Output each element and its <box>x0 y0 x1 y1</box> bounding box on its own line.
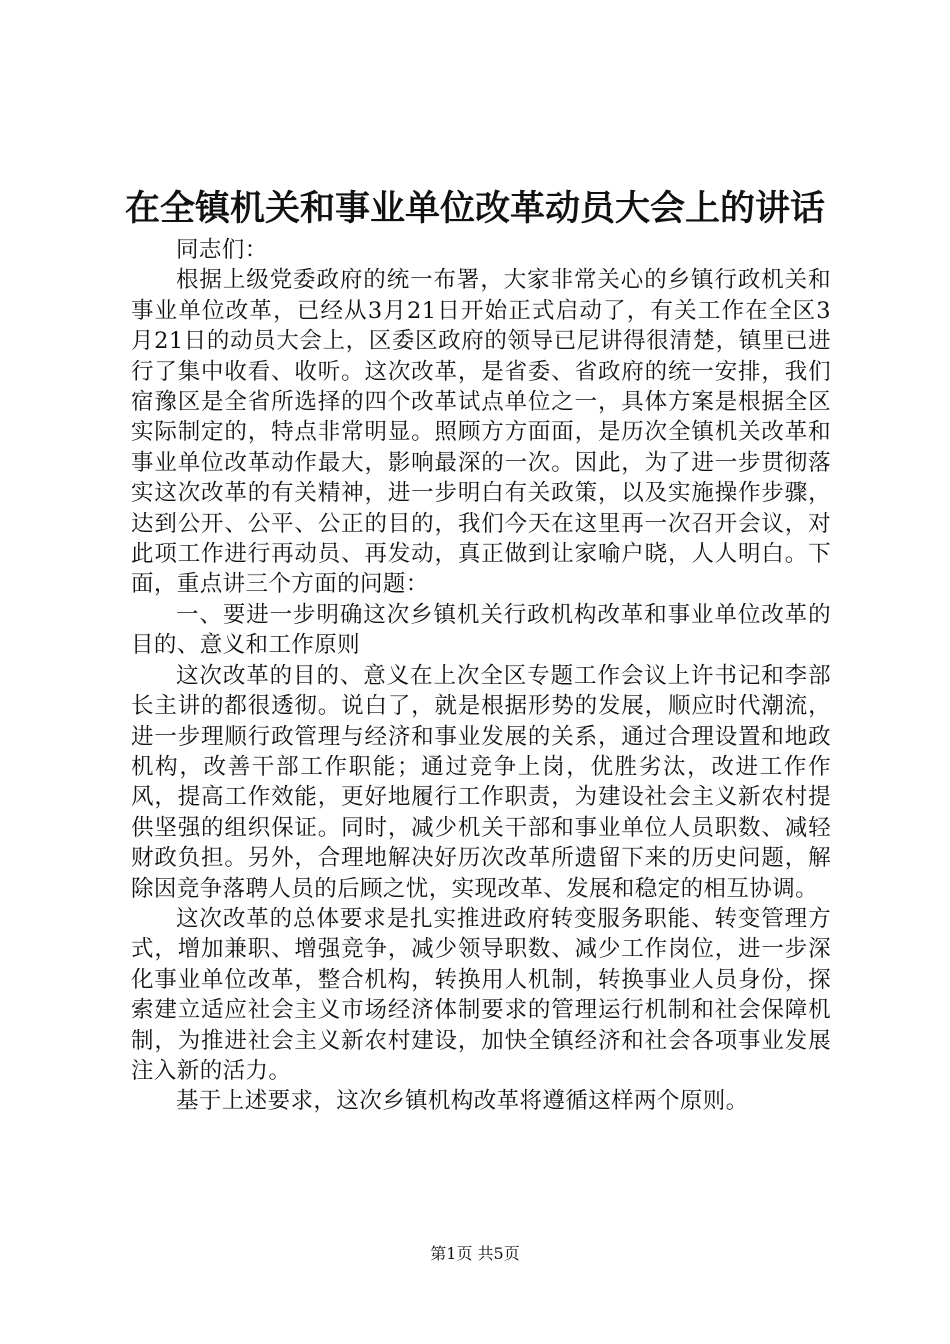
document-body <box>131 235 831 1117</box>
paragraph-principles: 基于上述要求，这次乡镇机构改革将遵循这样两个原则。 <box>176 1088 749 1115</box>
paragraph-requirements: 这次改革的总体要求是扎实推进政府转变服务职能、转变管理方式，增加兼职、增强竞争，减少领导职数、减少工作岗位，进一步深化事业单位改革，整合机构，转换用人机制，转换事业人员身份，探索建立适应社会主义市场经济体制要求的管理运行机制和社会保障机制，为推进社会主义新农村建设，加快全镇经济和社会各项事业发展注入新的活力。 <box>131 905 831 1084</box>
paragraph-intro: 根据上级党委政府的统一布署，大家非常关心的乡镇行政机关和事业单位改革，已经从3月21日开始正式启动了，有关工作在全区3月21日的动员大会上，区委区政府的领导已尼讲得很清楚，镇里已进行了集中收看、收听。这次改革，是省委、省政府的统一安排，我们宿豫区是全省所选择的四个改革试点单位之一，具体方案是根据全区实际制定的，特点非常明显。照顾方方面面，是历次全镇机关改革和事业单位改革动作最大，影响最深的一次。因此，为了进一步贯彻落实这次改革的有关精神，进一步明白有关政策，以及实施操作步骤，达到公开、公平、公正的目的，我们今天在这里再一次召开会议，对此项工作进行再动员、再发动，真正做到让家喻户晓，人人明白。下面，重点讲三个方面的问题： <box>131 267 831 598</box>
page-footer: 第1页 共5页 <box>430 1244 520 1263</box>
section-heading-1: 一、要进一步明确这次乡镇机关行政机构改革和事业单位改革的目的、意义和工作原则 <box>131 601 831 659</box>
document-title: 在全镇机关和事业单位改革动员大会上的讲话 <box>124 188 825 229</box>
paragraph-purpose: 这次改革的目的、意义在上次全区专题工作会议上许书记和李部长主讲的都很透彻。说白了，就是根据形势的发展，顺应时代潮流，进一步理顺行政管理与经济和事业发展的关系，通过合理设置和地政机构，改善干部工作职能；通过竞争上岗，优胜劣汰，改进工作作风，提高工作效能，更好地履行工作职责，为建设社会主义新农村提供坚强的组织保证。同时，减少机关干部和事业单位人员职数、减轻财政负担。另外，合理地解决好历次改革所遗留下来的历史问题，解除因竞争落聘人员的后顾之忧，实现改革、发展和稳定的相互协调。 <box>131 662 831 902</box>
paragraph-salutation: 同志们： <box>176 237 268 263</box>
